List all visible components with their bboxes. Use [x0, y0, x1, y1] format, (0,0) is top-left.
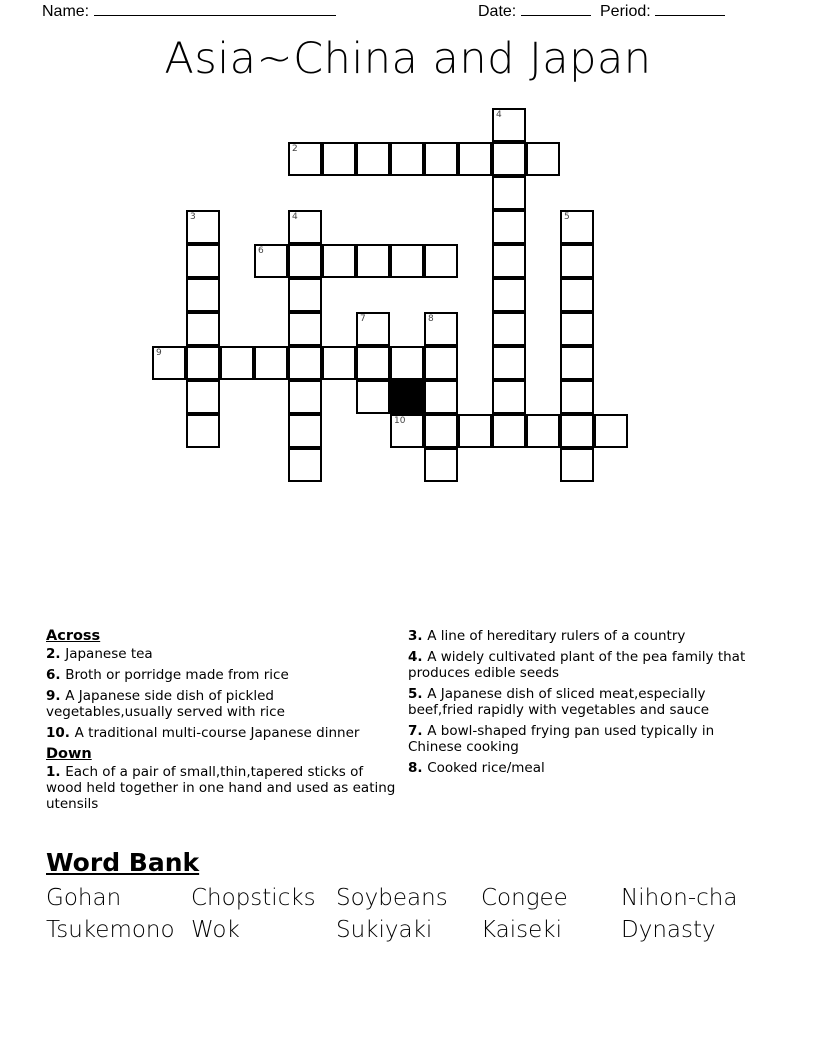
- clue-item: [46, 725, 396, 741]
- crossword-cell[interactable]: [220, 346, 254, 380]
- crossword-cell[interactable]: [390, 414, 424, 448]
- crossword-cell[interactable]: [254, 244, 288, 278]
- word-bank-word[interactable]: Kaiseki: [481, 917, 563, 943]
- clue-number: 6.: [46, 667, 66, 683]
- crossword-cell[interactable]: [186, 210, 220, 244]
- crossword-cell[interactable]: [492, 142, 526, 176]
- crossword-cell[interactable]: [152, 346, 186, 380]
- across-heading: Across: [46, 628, 101, 644]
- clue-number: 7.: [408, 723, 428, 739]
- crossword-cell-number: 4: [496, 110, 502, 120]
- name-label: Name:: [42, 3, 90, 20]
- crossword-cell[interactable]: [560, 346, 594, 380]
- crossword-cell[interactable]: [322, 244, 356, 278]
- crossword-cell[interactable]: [560, 312, 594, 346]
- crossword-cell[interactable]: [288, 312, 322, 346]
- crossword-cell[interactable]: [492, 108, 526, 142]
- crossword-cell-number: 4: [292, 212, 298, 222]
- crossword-cell[interactable]: [560, 380, 594, 414]
- crossword-cell-number: 10: [394, 416, 406, 426]
- crossword-cell[interactable]: [356, 244, 390, 278]
- crossword-cell[interactable]: [526, 414, 560, 448]
- crossword-cell[interactable]: [458, 142, 492, 176]
- clue-number: 5.: [408, 686, 428, 702]
- crossword-cell[interactable]: [560, 278, 594, 312]
- crossword-cell[interactable]: [288, 346, 322, 380]
- clue-text: Japanese tea: [65, 646, 153, 662]
- word-bank-word[interactable]: Wok: [191, 917, 240, 943]
- crossword-cell[interactable]: [356, 142, 390, 176]
- crossword-cell[interactable]: [288, 278, 322, 312]
- clue-text: A widely cultivated plant of the pea family that produces edible seeds: [408, 649, 746, 681]
- crossword-cell[interactable]: [424, 414, 458, 448]
- crossword-cell[interactable]: [288, 414, 322, 448]
- crossword-cell-number: 3: [190, 212, 196, 222]
- clue-number: 8.: [408, 760, 428, 776]
- crossword-cell[interactable]: [186, 414, 220, 448]
- word-bank-word[interactable]: Congee: [481, 885, 568, 911]
- crossword-cell[interactable]: [424, 312, 458, 346]
- crossword-cell[interactable]: [322, 142, 356, 176]
- crossword-cell[interactable]: [492, 380, 526, 414]
- crossword-cell[interactable]: [288, 448, 322, 482]
- crossword-cell[interactable]: [492, 312, 526, 346]
- clue-item: [408, 649, 748, 681]
- clue-text: Broth or porridge made from rice: [65, 667, 289, 683]
- crossword-cell[interactable]: [424, 380, 458, 414]
- crossword-cell-number: 6: [258, 246, 264, 256]
- word-bank-word[interactable]: Tsukemono: [46, 917, 175, 943]
- crossword-cell[interactable]: [288, 380, 322, 414]
- crossword-cell[interactable]: [356, 312, 390, 346]
- clue-text: Cooked rice/meal: [427, 760, 545, 776]
- crossword-cell[interactable]: [560, 414, 594, 448]
- clue-item: [46, 764, 396, 812]
- crossword-cell[interactable]: [186, 312, 220, 346]
- clue-number: 1.: [46, 764, 66, 780]
- word-bank-word[interactable]: Soybeans: [336, 885, 448, 911]
- crossword-cell[interactable]: [390, 142, 424, 176]
- crossword-cell[interactable]: [254, 346, 288, 380]
- crossword-cell-blocked: [390, 380, 424, 414]
- clue-text: A line of hereditary rulers of a country: [427, 628, 686, 644]
- crossword-cell[interactable]: [594, 414, 628, 448]
- crossword-cell[interactable]: [492, 244, 526, 278]
- across-clue-list: [46, 646, 396, 741]
- clue-item: [408, 686, 748, 718]
- crossword-grid: [0, 0, 816, 520]
- crossword-cell-number: 9: [156, 348, 162, 358]
- clue-number: 10.: [46, 725, 75, 741]
- crossword-cell-number: 2: [292, 144, 298, 154]
- clue-item: [408, 760, 748, 776]
- clue-number: 2.: [46, 646, 66, 662]
- crossword-cell[interactable]: [560, 244, 594, 278]
- crossword-cell[interactable]: [186, 346, 220, 380]
- crossword-cell-number: 5: [564, 212, 570, 222]
- crossword-cell[interactable]: [492, 210, 526, 244]
- crossword-cell[interactable]: [356, 380, 390, 414]
- clue-text: A Japanese side dish of pickled vegetables,usually served with rice: [46, 688, 285, 720]
- crossword-cell[interactable]: [492, 176, 526, 210]
- clue-number: 9.: [46, 688, 66, 704]
- page-title: Asia~China and Japan: [164, 34, 652, 84]
- crossword-cell[interactable]: [356, 346, 390, 380]
- crossword-cell[interactable]: [424, 346, 458, 380]
- clue-item: [408, 628, 748, 644]
- crossword-cell[interactable]: [492, 414, 526, 448]
- crossword-cell[interactable]: [288, 244, 322, 278]
- crossword-cell[interactable]: [390, 346, 424, 380]
- crossword-cell-number: 7: [360, 314, 366, 324]
- crossword-cell[interactable]: [288, 142, 322, 176]
- crossword-cell[interactable]: [526, 142, 560, 176]
- date-label: Date:: [478, 3, 517, 20]
- crossword-cell[interactable]: [322, 346, 356, 380]
- crossword-cell[interactable]: [390, 244, 424, 278]
- word-bank: [46, 848, 770, 943]
- crossword-cell[interactable]: [186, 278, 220, 312]
- crossword-cell[interactable]: [424, 142, 458, 176]
- crossword-cell[interactable]: [186, 380, 220, 414]
- clue-number: 4.: [408, 649, 428, 665]
- down-heading: Down: [46, 746, 92, 762]
- clue-item: [408, 723, 748, 755]
- crossword-cell[interactable]: [288, 210, 322, 244]
- crossword-cell[interactable]: [560, 210, 594, 244]
- word-bank-word[interactable]: Chopsticks: [191, 885, 316, 911]
- word-bank-word[interactable]: Nihon-cha: [621, 885, 738, 911]
- crossword-cell[interactable]: [424, 244, 458, 278]
- word-bank-word[interactable]: Dynasty: [621, 917, 716, 943]
- clue-text: A Japanese dish of sliced meat,especially beef,fried rapidly with vegetables and sauce: [408, 686, 710, 718]
- clue-text: A bowl-shaped frying pan used typically in Chinese cooking: [408, 723, 715, 755]
- crossword-cell-number: 8: [428, 314, 434, 324]
- clues-column-left: [46, 628, 396, 817]
- clue-item: [46, 688, 396, 720]
- clue-text: A traditional multi-course Japanese dinner: [74, 725, 360, 741]
- word-bank-title: Word Bank: [46, 848, 200, 877]
- crossword-cell[interactable]: [560, 448, 594, 482]
- crossword-cell[interactable]: [458, 414, 492, 448]
- crossword-cell[interactable]: [492, 346, 526, 380]
- crossword-cell[interactable]: [424, 448, 458, 482]
- clues-column-right: [408, 628, 748, 781]
- down-clue-list-left: [46, 764, 396, 812]
- clue-text: Each of a pair of small,thin,tapered sticks of wood held together in one hand and used as eating utensils: [46, 764, 396, 812]
- crossword-cell[interactable]: [492, 278, 526, 312]
- down-clue-list-right: [408, 628, 748, 776]
- clue-number: 3.: [408, 628, 428, 644]
- word-bank-list: [46, 885, 770, 943]
- word-bank-word[interactable]: Sukiyaki: [336, 917, 433, 943]
- clue-item: [46, 646, 396, 662]
- crossword-cell[interactable]: [186, 244, 220, 278]
- period-label: Period:: [600, 3, 651, 20]
- clue-item: [46, 667, 396, 683]
- word-bank-word[interactable]: Gohan: [46, 885, 122, 911]
